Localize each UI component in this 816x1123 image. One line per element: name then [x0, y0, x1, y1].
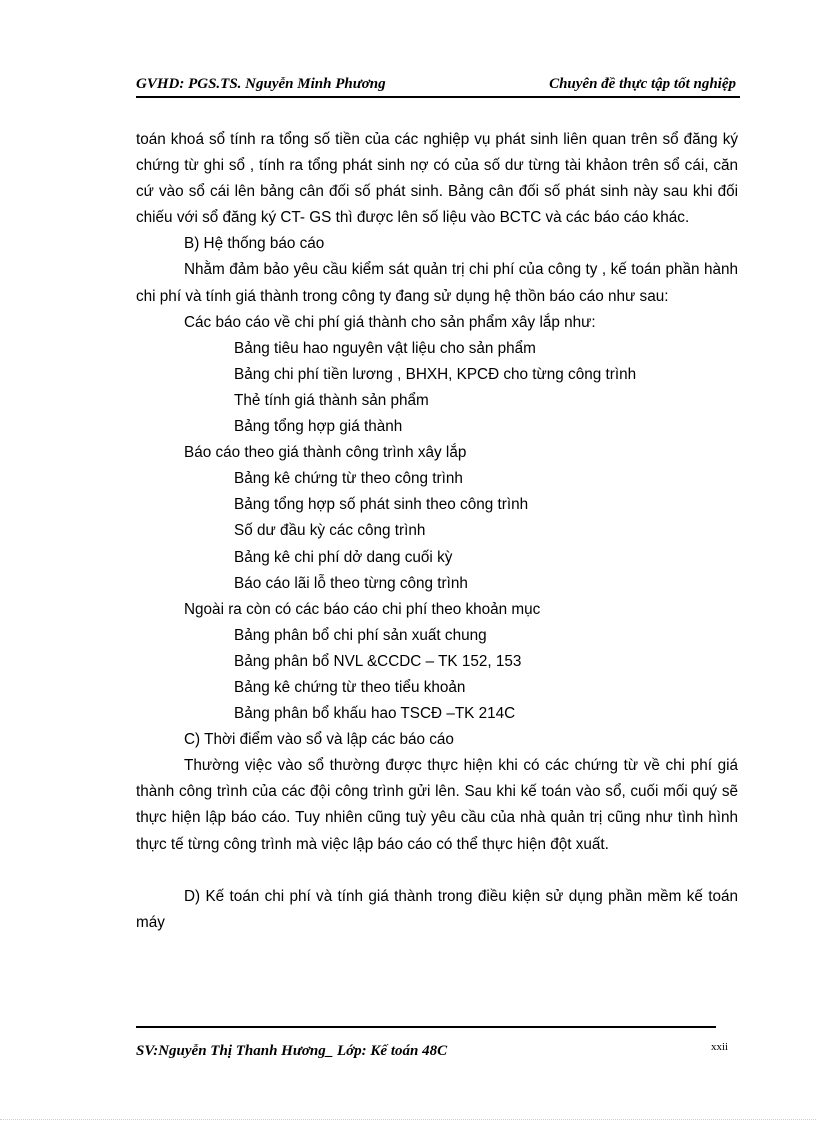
- list-item: Số dư đầu kỳ các công trình: [234, 522, 426, 540]
- report-group-title-other: Ngoài ra còn có các báo cáo chi phí theo khoản mục: [184, 600, 541, 618]
- report-group-title-project: Báo cáo theo giá thành công trình xây lắp: [184, 444, 467, 462]
- section-d-heading: D) Kế toán chi phí và tính giá thành trong điều kiện sử dụng phần mềm kế toán máy: [136, 887, 738, 931]
- paragraph-spacer: [136, 858, 738, 884]
- list-item: Bảng tổng hợp giá thành: [234, 418, 403, 436]
- page-number: xxii: [711, 1041, 729, 1053]
- header-report-title: Chuyên đề thực tập tốt nghiệp: [549, 76, 736, 92]
- page-body: [136, 127, 738, 936]
- footer-student: SV:Nguyễn Thị Thanh Hương_ Lớp: Kế toán 48C: [136, 1043, 448, 1059]
- list-item: Bảng tổng hợp số phát sinh theo công trình: [234, 496, 529, 514]
- header-supervisor: GVHD: PGS.TS. Nguyễn Minh Phương: [136, 76, 386, 92]
- paragraph-recording-timing: Thường việc vào sổ thường được thực hiện khi có các chứng từ về chi phí giá thành công trình của các đội công trình gửi lên. Sau khi kế toán vào sổ, cuối mối quý sẽ thực hiện lập báo cáo. Tuy nhiên cũng tuỳ yêu cầu của nhà quản trị cũng như tình hình thực tế từng công trình mà việc lập báo cáo có thể thực hiện đột xuất.: [136, 757, 738, 853]
- page-header: [136, 76, 740, 98]
- list-item: Bảng tiêu hao nguyên vật liệu cho sản phẩm: [234, 339, 536, 357]
- list-item: Bảng kê chi phí dở dang cuối kỳ: [234, 548, 453, 566]
- list-item: Bảng phân bổ NVL &CCDC – TK 152, 153: [234, 652, 522, 670]
- paragraph-ledger-closing: toán khoá sổ tính ra tổng số tiền của các nghiệp vụ phát sinh liên quan trên sổ đăng ký chứng từ ghi sổ , tính ra tổng phát sinh nợ có của số dư từng tài khảon trên sổ cái, căn cứ vào sổ cái lên bảng cân đối số phát sinh. Bảng cân đối số phát sinh này sau khi đối chiếu với sổ đăng ký CT- GS thì được lên số liệu vào BCTC và các báo cáo khác.: [136, 131, 738, 227]
- list-item: Thẻ tính giá thành sản phẩm: [234, 391, 429, 409]
- page-edge-divider: [0, 1119, 816, 1120]
- footer-rule: [136, 1026, 716, 1042]
- report-group-title-cost: Các báo cáo về chi phí giá thành cho sản phẩm xây lắp như:: [184, 313, 596, 331]
- list-item: Bảng kê chứng từ theo công trình: [234, 470, 463, 488]
- section-c-heading: C) Thời điểm vào sổ và lập các báo cáo: [184, 731, 454, 749]
- list-item: Bảng phân bổ khấu hao TSCĐ –TK 214C: [234, 705, 516, 723]
- section-b-heading: B) Hệ thống báo cáo: [184, 235, 325, 253]
- list-item: Báo cáo lãi lỗ theo từng công trình: [234, 574, 468, 592]
- list-item: Bảng phân bổ chi phí sản xuất chung: [234, 626, 487, 644]
- paragraph-report-system: Nhằm đảm bảo yêu cầu kiểm sát quản trị chi phí của công ty , kế toán phần hành chi phí và tính giá thành trong công ty đang sử dụng hệ thồn báo cáo như sau:: [136, 261, 738, 305]
- list-item: Bảng chi phí tiền lương , BHXH, KPCĐ cho từng công trình: [234, 365, 637, 383]
- list-item: Bảng kê chứng từ theo tiểu khoản: [234, 678, 466, 696]
